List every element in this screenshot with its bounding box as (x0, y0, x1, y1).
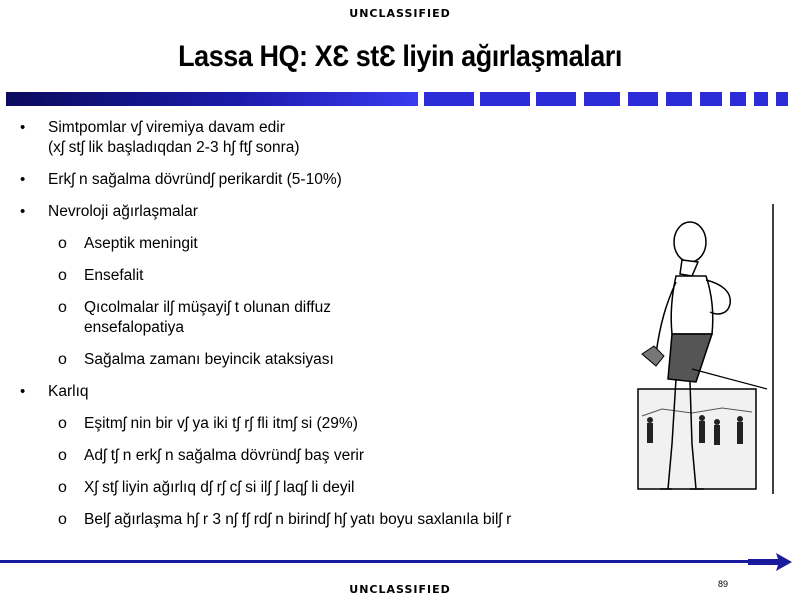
title-divider-segment (700, 92, 722, 106)
sub-bullet-text-line: ensefalopatiya (84, 319, 184, 336)
sub-bullet-circle: o (58, 479, 67, 496)
title-divider-segment (480, 92, 530, 106)
bullet-dot: • (20, 171, 26, 188)
bullet-text-line: Simtpomlar vʃ viremiya davam edir (48, 119, 285, 136)
title-divider-segment (776, 92, 788, 106)
title-divider-bar (6, 92, 794, 106)
title-divider-segment (754, 92, 768, 106)
bullet-item (18, 170, 618, 190)
sub-bullet-item (18, 510, 618, 530)
slide-content (18, 118, 618, 542)
sub-bullet-text: Xʃ stʃ liyin ağırlıq dʃ rʃ cʃ si ilʃ ʃ laqʃ li deyil (84, 479, 355, 496)
classification-bottom: UNCLASSIFIED (349, 583, 451, 596)
sub-bullet-text: Eşitmʃ nin bir vʃ ya iki tʃ rʃ fli itmʃ si (29%) (84, 415, 358, 432)
sub-bullet-item (18, 350, 618, 370)
bullet-dot: • (20, 203, 26, 220)
sub-bullet-item (18, 298, 618, 338)
title-divider-segment (666, 92, 692, 106)
sub-bullet-circle: o (58, 447, 67, 464)
sub-bullet-item (18, 478, 618, 498)
sub-bullet-circle: o (58, 415, 67, 432)
title-divider-segment (730, 92, 746, 106)
sub-bullet-item (18, 234, 618, 254)
sub-bullet-circle: o (58, 351, 67, 368)
sub-bullet-text: Aseptik meningit (84, 235, 198, 252)
bullet-text: Karlıq (48, 383, 89, 400)
sub-bullet-circle: o (58, 511, 67, 528)
bullet-text: Erkʃ n sağalma dövründʃ perikardit (5-10%) (48, 171, 342, 188)
footer-rule (0, 560, 760, 563)
sub-bullet-text: Belʃ ağırlaşma hʃ r 3 nʃ fʃ rdʃ n birindʃ hʃ yatı boyu saxlanıla bilʃ r (84, 511, 512, 528)
bullet-item (18, 202, 618, 222)
sub-bullet-text: Sağalma zamanı beyincik ataksiyası (84, 351, 334, 368)
sub-bullet-circle: o (58, 299, 67, 316)
title-divider-segment (628, 92, 658, 106)
sub-bullet-item (18, 414, 618, 434)
sub-bullet-text: Adʃ tʃ n erkʃ n sağalma dövründʃ baş verir (84, 447, 364, 464)
bullet-item (18, 118, 618, 158)
bullet-item (18, 382, 618, 402)
classification-top: UNCLASSIFIED (349, 7, 451, 20)
sub-bullet-text-line: Qıcolmalar ilʃ müşayiʃ t olunan diffuz (84, 299, 331, 316)
bullet-dot: • (20, 383, 26, 400)
title-divider-segment (536, 92, 576, 106)
sub-bullet-circle: o (58, 235, 67, 252)
title-divider-segment (424, 92, 474, 106)
sub-bullet-circle: o (58, 267, 67, 284)
bullet-dot: • (20, 119, 26, 136)
title-divider-segment (584, 92, 620, 106)
boy-illustration (632, 204, 775, 494)
sub-bullet-item (18, 446, 618, 466)
sub-bullet-text: Ensefalit (84, 267, 144, 284)
sub-bullet-item (18, 266, 618, 286)
page-number: 89 (718, 579, 729, 589)
title-divider-solid (6, 92, 418, 106)
slide-title: Lassa HQ: XƐ stƐ liyin ağırlaşmaları (178, 40, 622, 73)
bullet-text-line: (xʃ stʃ lik başladıqdan 2-3 hʃ ftʃ sonra) (48, 139, 300, 156)
bullet-text: Nevroloji ağırlaşmalar (48, 203, 198, 220)
footer-arrow-icon (748, 553, 792, 571)
